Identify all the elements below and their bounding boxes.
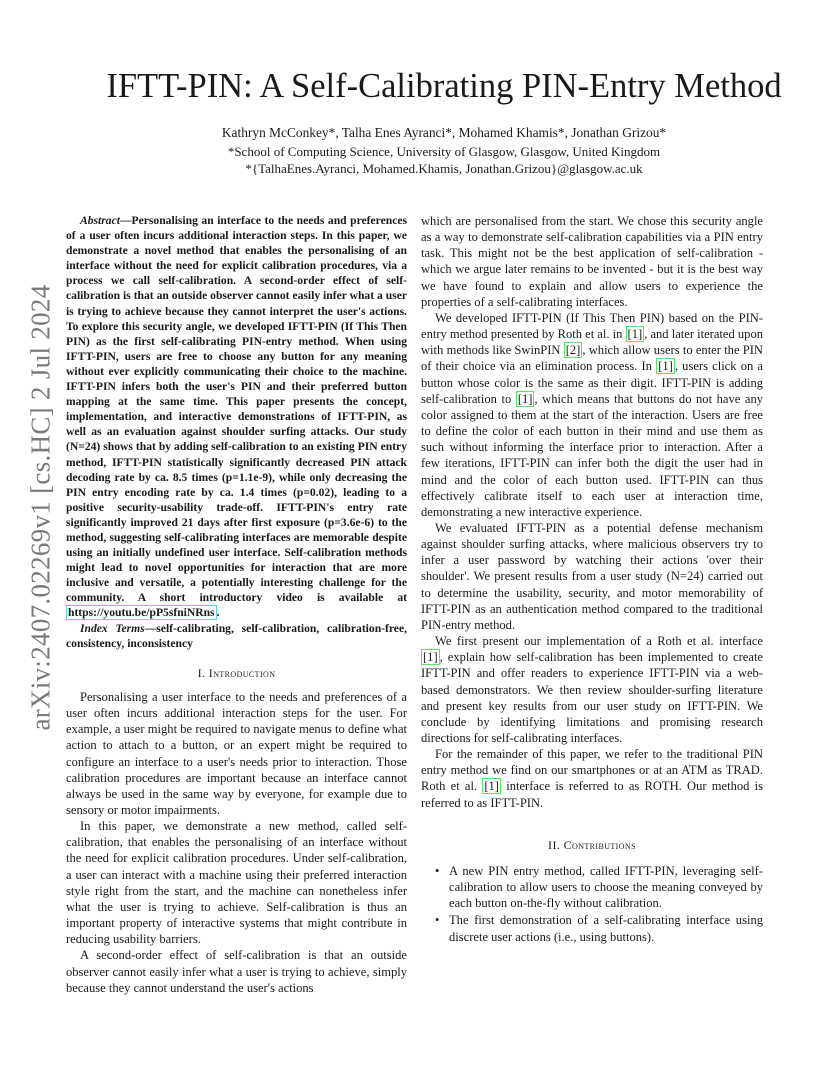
abstract-tail: . <box>216 606 220 620</box>
section-heading-contributions: II. Contributions <box>548 837 636 852</box>
contributions-list <box>421 863 763 945</box>
right-column <box>421 213 763 946</box>
intro-paragraph-5: We evaluated IFTT-PIN as a potential defense mechanism against shoulder surfing attacks, where malicious observers try to infer a user password by watching their actions 'over their shoulder'. We present results from a user study (N=24) carried out to determine the usability, security, and motor memorability of IFTT-PIN as an authentication method compared to the traditional PIN-entry method. <box>421 520 763 632</box>
arxiv-identifier-stamp <box>25 283 56 731</box>
text-span: For the remainder of this paper, we refer to the traditional PIN entry method we find on our smartphones or at an ATM as TRAD. Roth et al. <box>421 747 763 794</box>
intro-paragraph-3: A second-order effect of self-calibration is that an outside observer cannot easily infer what a user is trying to achieve, simply because they cannot understand the user's actions <box>66 948 407 995</box>
video-link[interactable]: https://youtu.be/pP5sfniNRns <box>68 606 215 620</box>
citation-link[interactable]: [2] <box>565 343 581 358</box>
intro-paragraph-2: In this paper, we demonstrate a new method, called self-calibration, that enables the personalising of an interface without the need for explicit calibration procedures. Under self-calibration, a user can interact with a machine using their preferred interaction style right from the start, and the machine can nonetheless infer what the user is trying to achieve. Self-calibration is thus an important property of interactive systems that might contribute in reducing usability barriers. <box>66 819 407 947</box>
text-span: , explain how self-calibration has been implemented to create IFTT-PIN and offer readers to experience IFTT-PIN via a web-based demonstrators. We then review shoulder-surfing literature and present key results from our user study on IFTT-PIN. We conclude by identifying limitations and promising research directions for self-calibrating interfaces. <box>421 650 763 745</box>
intro-paragraph-6 <box>421 633 763 746</box>
citation-link[interactable]: [1] <box>658 359 673 374</box>
citation-link[interactable]: [1] <box>517 391 533 406</box>
section-heading-introduction: I. Introduction <box>197 665 276 680</box>
author-list: Kathryn McConkey*, Talha Enes Ayranci*, Mohamed Khamis*, Jonathan Grizou* <box>221 125 667 140</box>
contribution-item: • A new PIN entry method, called IFTT-PIN, leveraging self-calibration to allow users to choose the meaning conveyed by each button on-the-fly without calibration. <box>435 863 763 911</box>
text-span: , and later iterated upon with methods like SwinPIN <box>421 327 763 358</box>
text-span: interface is referred to as ROTH. Our method is referred to as IFTT-PIN. <box>421 779 763 810</box>
intro-paragraph-1: Personalising a user interface to the needs and preferences of a user often incurs additional interaction steps for the user. For example, a user might be required to navigate menus to define what action to attach to a button, or an expert might be required to configure an interface to a user's needs prior to interaction. Those calibration procedures are important because an interface cannot always be used in the same way by everyone, for example due to sensory or motor impairments. <box>66 689 407 817</box>
citation-link[interactable]: [1] <box>484 779 499 794</box>
abstract <box>66 213 407 621</box>
intro-paragraph-7 <box>421 746 763 811</box>
text-span: , which means that buttons do not have any color assigned to them at the start of the interaction. Users are free to define the color of each button in their mind and use them as such without informing the interface prior to interaction. After a few iterations, IFTT-PIN can infer both the digit the user had in mind and the color of each button used. IFTT-PIN can thus effectively calibrate itself to each user at interaction time, demonstrating a new interactive experience. <box>421 391 763 519</box>
text-span: , which allow users to enter the PIN of their choice via an elimination process. In <box>421 343 763 374</box>
citation-link[interactable]: [1] <box>423 650 438 665</box>
author-emails: *{TalhaEnes.Ayranci, Mohamed.Khamis, Jonathan.Grizou}@glasgow.ac.uk <box>245 161 643 176</box>
index-terms-lead: Index Terms <box>80 621 145 635</box>
intro-paragraph-4 <box>421 310 763 520</box>
index-terms <box>66 621 407 651</box>
arxiv-identifier: arXiv:2407.02269v1 [cs.HC] 2 Jul 2024 <box>25 283 56 731</box>
intro-paragraph-3-continued: which are personalised from the start. We chose this security angle as a way to demonstrate self-calibration capabilities via a PIN entry task. This might not be the best application of self-calibration - which we argue later remains to be invented - but it is the best way we have found to explain and allow users to experience the properties of a self-calibrating interfaces. <box>421 214 763 309</box>
affiliation: *School of Computing Science, University of Glasgow, Glasgow, United Kingdom <box>227 144 661 159</box>
text-span: , users click on a button whose color is the same as their digit. IFTT-PIN is adding self-calibration to <box>421 359 764 406</box>
index-terms-body: —self-calibrating, self-calibration, calibration-free, consistency, inconsistency <box>66 621 407 650</box>
left-column <box>66 213 407 996</box>
text-span: We first present our implementation of a Roth et al. interface <box>435 634 763 649</box>
contribution-item: • The first demonstration of a self-calibrating interface using discrete user actions (i.e., using buttons). <box>435 912 763 944</box>
paper-title: IFTT-PIN: A Self-Calibrating PIN-Entry Method <box>106 67 782 105</box>
abstract-body: —Personalising an interface to the needs and preferences of a user often incurs additional interaction steps. In this paper, we demonstrate a novel method that enables the personalising of an interface without the need for explicit calibration procedures, via a process we call self-calibration. A second-order effect of self-calibration is that an outside observer cannot easily infer what a user is trying to achieve because they cannot interpret the user's actions. To explore this security angle, we developed IFTT-PIN (If This Then PIN) as the first self-calibrating PIN-entry method. When using IFTT-PIN, users are free to choose any button for any meaning without ever explicitly communicating their choice to the machine. IFTT-PIN infers both the user's PIN and their preferred button mapping at the same time. This paper presents the concept, implementation, and interactive demonstrations of IFTT-PIN, as well as an evaluation against shoulder surfing attacks. Our study (N=24) shows that by adding self-calibration to an existing PIN entry method, IFTT-PIN statistically significantly decreased PIN attack decoding rate by ca. 8.5 times (p=1.1e-9), while only decreasing the PIN entry encoding rate by ca. 1.4 times (p=0.02), leading to a positive security-usability trade-off. IFTT-PIN's entry rate significantly improved 21 days after first exposure (p=3.6e-6) to the method, suggesting self-calibrating interfaces are memorable despite using an initially undefined user interface. Self-calibration methods might lead to novel opportunities for interaction that are more inclusive and versatile, a potentially interesting challenge for the community. A short introductory video is available at <box>66 214 407 605</box>
abstract-lead: Abstract <box>80 214 120 227</box>
citation-link[interactable]: [1] <box>627 327 643 342</box>
text-span: We developed IFTT-PIN (If This Then PIN) based on the PIN-entry method presented by Roth et al. in <box>421 310 763 342</box>
